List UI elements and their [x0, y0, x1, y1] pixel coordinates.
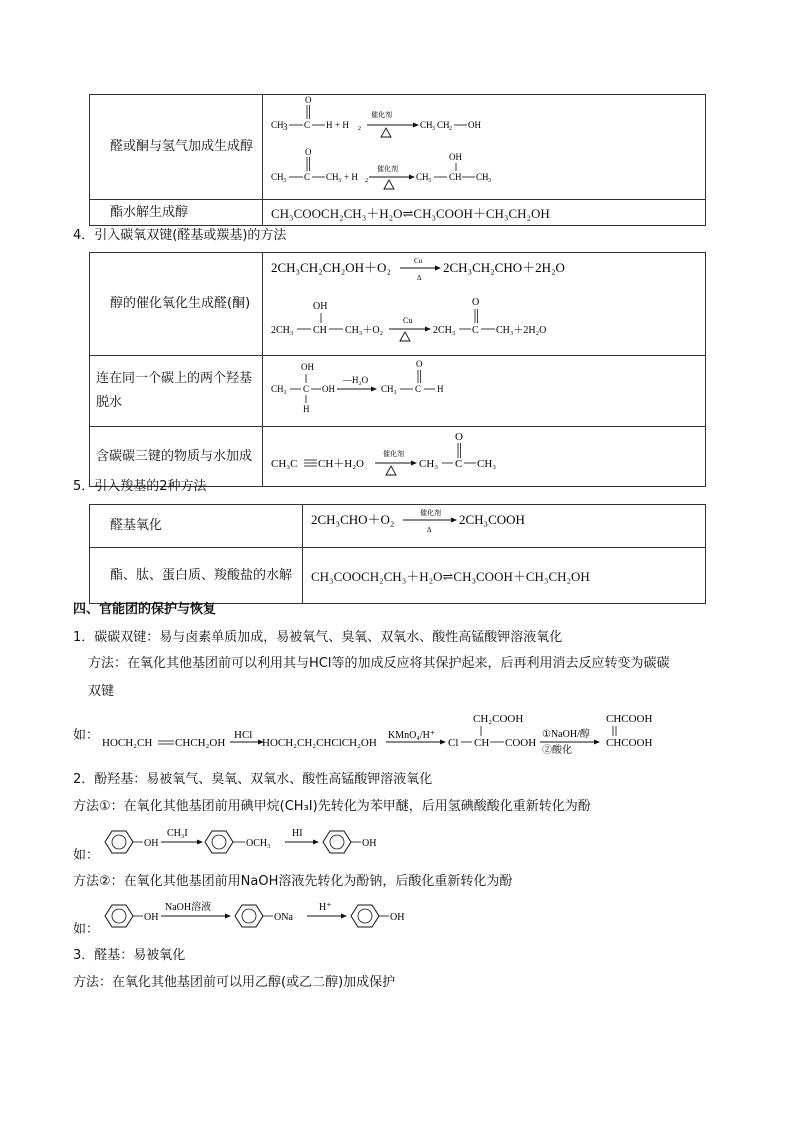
eq-text: H [303, 404, 310, 414]
row-label: 酯、肽、蛋白质、羧酸盐的水解 [110, 567, 293, 583]
eq-text: CH₃＋2H₂O [496, 325, 547, 336]
eq-text: OH [322, 384, 335, 394]
eq-condition: ②酸化 [542, 745, 572, 756]
eq-text: 2CH₃CH₂CH₂OH＋O₂ [271, 260, 391, 275]
section-title-carbonyl: 4．引入碳氧双键(醛基或羰基)的方法 [73, 228, 287, 243]
eq-text: CH [271, 172, 284, 182]
eq-text: CHCH₂OH [175, 737, 226, 749]
eq-text: O [455, 431, 463, 443]
eq-text: C [304, 172, 311, 182]
row-label: 含碳碳三键的物质与水加成 [96, 448, 253, 464]
eq-condition: ①NaOH/醇 [542, 729, 590, 740]
benzene-ring-icon [205, 831, 233, 853]
paragraph-phenol-method-1: 方法①：在氧化其他基团前用碘甲烷(CH₃I)先转化为苯甲醚，后用氢碘酸酸化重新转化为酚 [73, 799, 591, 814]
eq-text: 2CH₃ [433, 325, 456, 336]
eq-text: H [326, 120, 333, 130]
eq-text: OH [144, 838, 159, 849]
eq-sub: 3 [338, 178, 341, 184]
equation-hydrolysis: CH₃COOCH₂CH₃＋H₂O⇌CH₃COOH＋CH₃CH₂OH [311, 569, 590, 584]
equation-alkyne-hydration [263, 427, 705, 482]
table-cell-equation [263, 356, 706, 427]
row-label: 醛基氧化 [110, 518, 163, 533]
eq-sub: 2 [358, 126, 361, 132]
eq-text: OCH₃ [246, 838, 271, 849]
paragraph-aldehyde: 3．醛基：易被氧化 [73, 948, 186, 963]
table-cell-equation [263, 200, 706, 226]
equation-phenol-sodium [95, 896, 425, 940]
benzene-ring-icon [105, 831, 133, 853]
table-carboxyl-methods [89, 504, 706, 604]
eq-condition: 催化剂 [377, 165, 398, 173]
eq-text: 2CH₃COOH [459, 512, 525, 527]
equation-gem-diol-dehydration [263, 356, 705, 422]
benzene-ring-icon [235, 905, 263, 927]
eq-text: CH [437, 120, 450, 130]
eq-text: CH₃ [419, 458, 439, 470]
eq-text: CH₃C [271, 458, 298, 470]
eq-condition: CH₃I [167, 828, 188, 839]
eq-text: CH [313, 325, 327, 336]
eq-text: Cl [448, 737, 459, 749]
eq-text: CH＋H₂O [318, 458, 365, 470]
eq-text: CH₂COOH [473, 713, 524, 725]
paragraph-phenol: 2．酚羟基：易被氧气、臭氧、双氧水、酸性高锰酸钾溶液氧化 [73, 772, 433, 787]
paragraph-aldehyde-method: 方法：在氧化其他基团前可以用乙醇(或乙二醇)加成保护 [73, 975, 396, 990]
eq-sub: 2 [365, 178, 368, 184]
eq-text: C [303, 384, 310, 394]
svg-text:Δ: Δ [427, 526, 432, 534]
eq-condition: —H₂O [343, 375, 369, 385]
benzene-ring-icon [323, 831, 351, 853]
equation-alcohol-oxidation [263, 253, 705, 351]
equation-phenol-methylation [95, 822, 395, 866]
eq-text: CH [449, 172, 462, 182]
row-label: 醛或酮与氢气加成生成醇 [110, 139, 254, 154]
eq-text: + H [344, 172, 358, 182]
eq-text: CH₃＋O₂ [345, 325, 384, 336]
eq-sub: 3 [283, 122, 288, 132]
eq-text: O [416, 359, 423, 369]
eq-sub: 2 [449, 126, 452, 132]
eq-sub: 3 [428, 178, 431, 184]
eq-text: HOCH₂CH [102, 737, 153, 749]
eq-text: CHCOOH [606, 737, 653, 749]
eq-text: OH [144, 912, 159, 923]
eq-text: CH [326, 172, 339, 182]
eq-text: O [305, 95, 312, 105]
table-cell-label [90, 200, 263, 226]
eq-condition: KMnO₄/H⁺ [388, 730, 436, 741]
eq-condition: NaOH溶液 [165, 902, 212, 913]
eq-sub: 3 [283, 178, 286, 184]
eq-condition: 催化剂 [420, 509, 441, 517]
table-cell-equation [263, 253, 706, 356]
eq-text: OH [468, 120, 481, 130]
section-title-protection: 四、官能团的保护与恢复 [73, 602, 217, 617]
table-cell-equation [263, 95, 706, 200]
eq-text: OH [362, 838, 377, 849]
section-title-carboxyl: 5．引入羧基的2种方法 [73, 479, 207, 494]
eq-condition: 催化剂 [383, 450, 404, 458]
equation-aldehyde-hydrogenation [263, 95, 705, 195]
eq-text: OH [390, 912, 405, 923]
table-cell-equation [263, 427, 706, 487]
paragraph-phenol-method-2: 方法②：在氧化其他基团前用NaOH溶液先转化为酚钠，后酸化重新转化为酚 [73, 874, 513, 889]
table-cell-label [90, 253, 263, 356]
eq-condition: Cu [403, 316, 413, 325]
eq-text: 2CH₃CH₂CHO＋2H₂O [443, 260, 565, 275]
eq-text: CHCOOH [606, 713, 653, 725]
eq-text: CH [271, 120, 284, 130]
eq-text: CH [420, 120, 433, 130]
equation-ester-hydrolysis: CH₃COOCH₂CH₃＋H₂O⇌CH₃COOH＋CH₃CH₂OH [271, 206, 550, 221]
paragraph-alkene-method-2: 双键 [88, 684, 115, 699]
eq-condition: HI [292, 828, 303, 839]
eq-text: CH [474, 737, 490, 749]
benzene-ring-icon [105, 905, 133, 927]
row-label: 连在同一个碳上的两个羟基脱水 [96, 371, 253, 410]
eq-text: C [304, 120, 311, 130]
eq-text: CH [476, 172, 489, 182]
example-prefix: 如： [73, 922, 100, 937]
eq-text: H [437, 384, 444, 394]
eq-text: CH₃ [271, 384, 287, 394]
table-cell-label [90, 548, 303, 604]
eq-condition: Cu [414, 257, 423, 265]
eq-text: O [472, 297, 480, 308]
eq-text: C [415, 384, 422, 394]
row-label: 酯水解生成醇 [110, 204, 189, 220]
equation-alkene-protection [100, 706, 670, 758]
eq-text: 2CH₃ [271, 325, 294, 336]
eq-text: 2CH₃CHO＋O₂ [311, 512, 395, 527]
eq-text: + H [335, 120, 349, 130]
table-cell-equation [303, 505, 706, 548]
table-cell-label [90, 356, 263, 427]
eq-text: CH [416, 172, 429, 182]
row-label: 醇的催化氧化生成醛(酮) [110, 296, 251, 311]
eq-condition: H⁺ [319, 902, 332, 913]
eq-condition: HCl [234, 729, 253, 741]
eq-text: CH₃ [381, 384, 397, 394]
table-carbonyl-methods [89, 252, 706, 487]
eq-text: ONa [274, 912, 293, 923]
eq-condition: Δ [417, 274, 422, 282]
eq-sub: 3 [432, 126, 435, 132]
paragraph-alkene-method-1: 方法：在氧化其他基团前可以利用其与HCl等的加成反应将其保护起来，后再利用消去反应转变为碳碳 [88, 656, 670, 671]
eq-text: OH [449, 152, 462, 162]
eq-text: OH [301, 362, 314, 372]
eq-text: C [472, 325, 479, 336]
benzene-ring-icon [351, 905, 379, 927]
example-prefix: 如： [73, 728, 100, 743]
table-alcohol-methods-1 [89, 94, 706, 226]
eq-text: C [455, 458, 463, 470]
table-cell-equation [303, 548, 706, 604]
eq-text: HOCH₂CH₂CHClCH₂OH [262, 737, 377, 749]
eq-text: OH [313, 301, 328, 312]
table-cell-label [90, 95, 263, 200]
eq-sub: 3 [488, 178, 491, 184]
equation-aldehyde-oxidation [303, 505, 705, 543]
example-prefix: 如： [73, 848, 100, 863]
eq-text: CH₃ [477, 458, 497, 470]
table-cell-label [90, 505, 303, 548]
eq-text: O [305, 147, 312, 157]
eq-text: COOH [505, 737, 537, 749]
eq-condition: 催化剂 [371, 111, 392, 119]
paragraph-alkene: 1．碳碳双键：易与卤素单质加成，易被氧气、臭氧、双氧水、酸性高锰酸钾溶液氧化 [73, 630, 563, 645]
